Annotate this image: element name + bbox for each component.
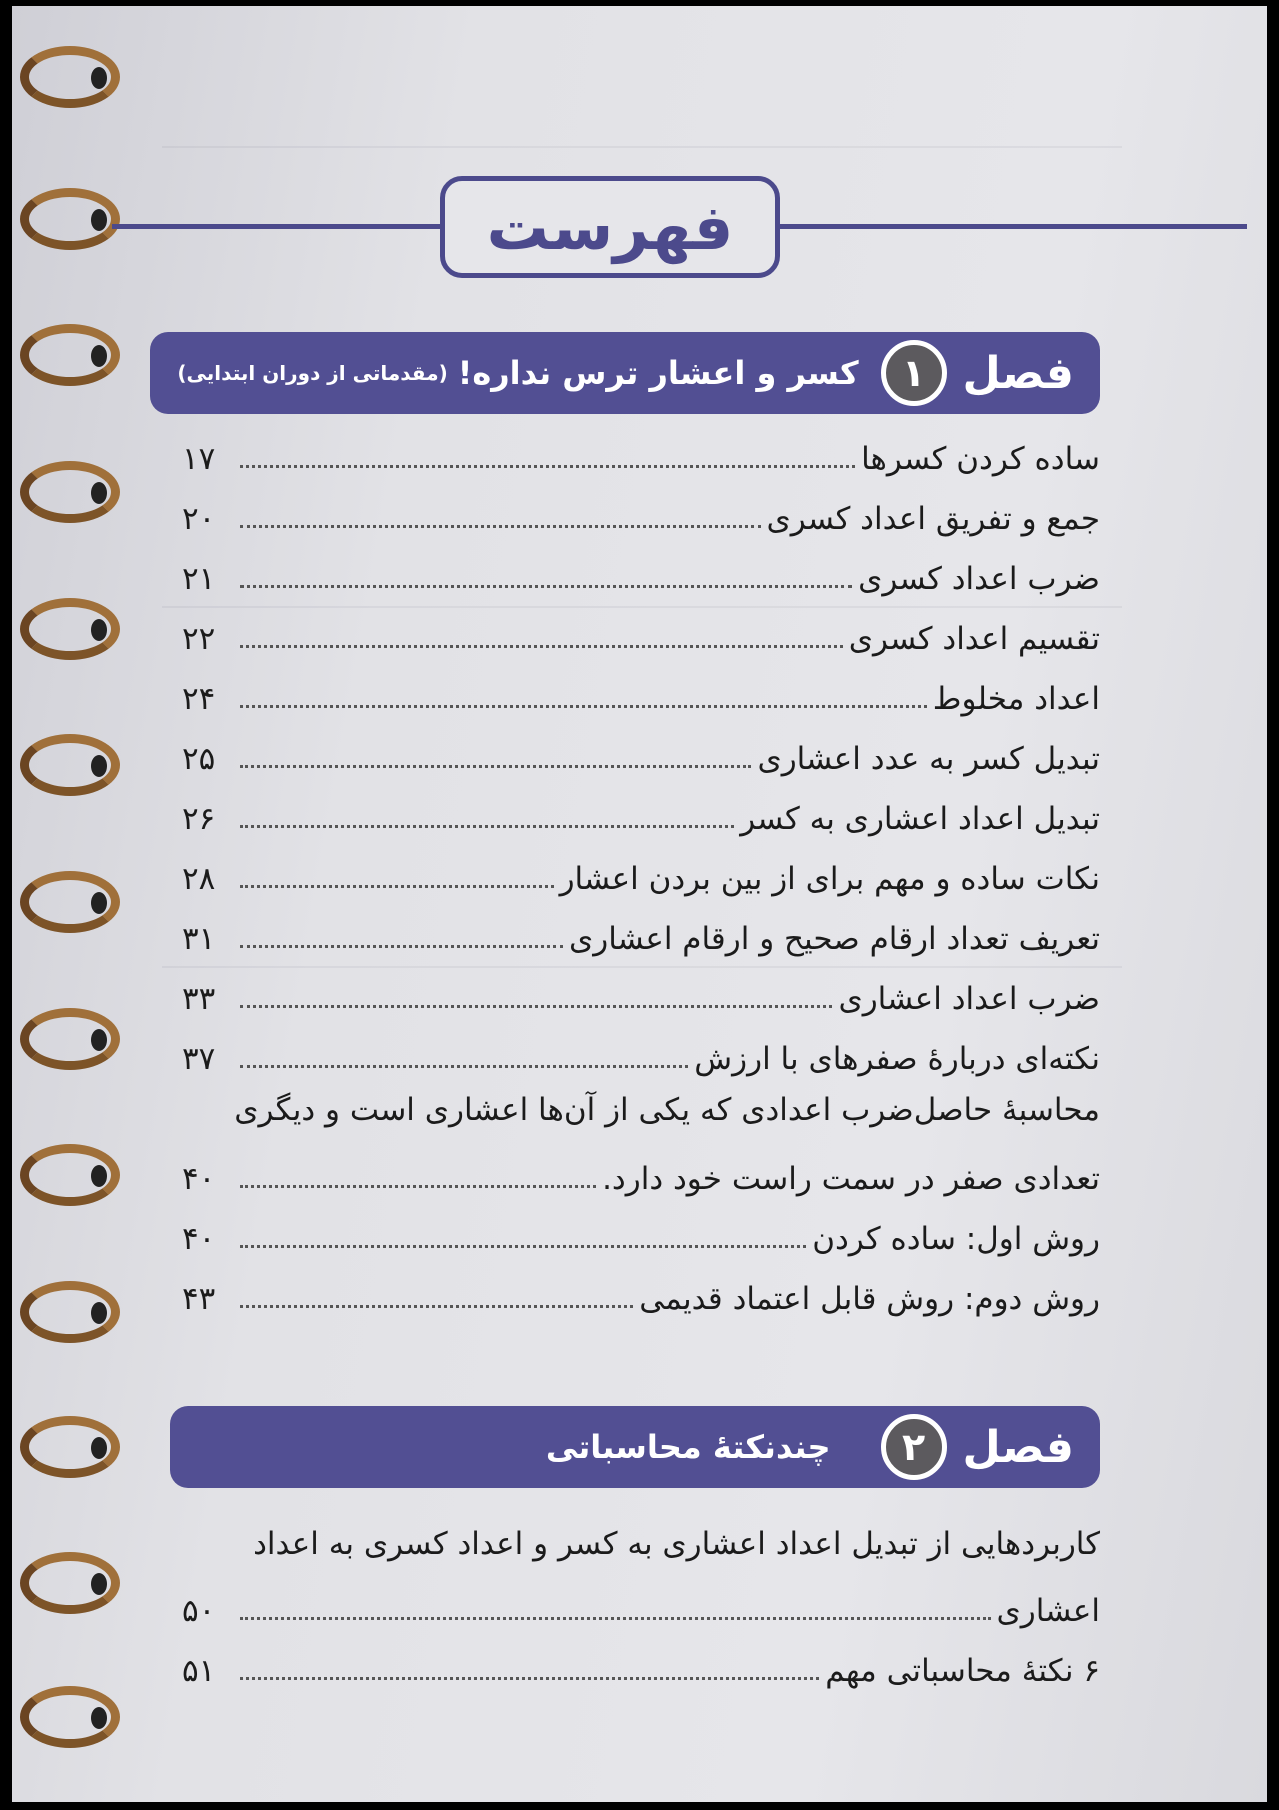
toc-entry[interactable]	[182, 722, 1100, 778]
toc-page-number: ۲۸	[182, 860, 216, 897]
toc-page-number: ۲۰	[182, 500, 216, 537]
leader-dots	[240, 1184, 596, 1188]
spiral-ring	[20, 1686, 120, 1748]
chapter-2-banner	[170, 1406, 1100, 1488]
leader-dots	[240, 1676, 819, 1680]
chapter-1-banner	[150, 332, 1100, 414]
leader-dots	[240, 1616, 991, 1620]
leader-dots	[240, 1304, 633, 1308]
toc-page-number: ۲۲	[182, 620, 216, 657]
toc-page-number: ۵۰	[182, 1592, 216, 1629]
toc-entry[interactable]	[182, 422, 1100, 478]
toc-entry-title: تعدادی صفر در سمت راست خود دارد.	[602, 1160, 1100, 1197]
bleed-through	[162, 146, 1122, 148]
leader-dots	[240, 824, 734, 828]
spiral-ring	[20, 1144, 120, 1206]
leader-dots	[240, 464, 855, 468]
toc-entry-title: نکته‌ای دربارهٔ صفرهای با ارزش	[694, 1040, 1100, 1077]
chapter-label: فصل	[962, 347, 1074, 399]
toc-page-number: ۲۱	[182, 560, 216, 597]
toc-page-number: ۴۳	[182, 1280, 216, 1317]
chapter-title: کسر و اعشار ترس نداره!	[457, 354, 859, 392]
toc-page-number: ۲۴	[182, 680, 216, 717]
toc-entry-title: ۶ نکتهٔ محاسباتی مهم	[825, 1652, 1100, 1689]
toc-entry-title: ضرب اعداد اعشاری	[838, 980, 1100, 1017]
chapter-title: چندنکتهٔ محاسباتی	[545, 1428, 831, 1466]
spiral-ring	[20, 1416, 120, 1478]
toc-entry[interactable]	[182, 902, 1100, 958]
spiral-ring	[20, 324, 120, 386]
toc-entry[interactable]	[182, 482, 1100, 538]
toc-page-number: ۲۵	[182, 740, 216, 777]
toc-entry-title: تعریف تعداد ارقام صحیح و ارقام اعشاری	[569, 920, 1100, 957]
toc-entry[interactable]	[182, 842, 1100, 898]
leader-dots	[240, 764, 751, 768]
leader-dots	[240, 944, 563, 948]
spiral-ring	[20, 734, 120, 796]
spiral-ring	[20, 871, 120, 933]
toc-entry[interactable]	[182, 1202, 1100, 1258]
chapter-number-badge: ۲	[881, 1414, 947, 1480]
toc-entry-title: تقسیم اعداد کسری	[848, 620, 1100, 657]
spiral-ring	[20, 46, 120, 108]
toc-page-number: ۲۶	[182, 800, 216, 837]
page-title: فهرست	[486, 190, 734, 264]
spiral-ring	[20, 1008, 120, 1070]
toc-entry-line-1[interactable]: محاسبهٔ حاصل‌ضرب اعدادی که یکی از آن‌ها اعشاری است و دیگری	[234, 1092, 1100, 1128]
toc-page-number: ۴۰	[182, 1220, 216, 1257]
toc-entry-title: نکات ساده و مهم برای از بین بردن اعشار	[559, 860, 1100, 897]
leader-dots	[240, 1064, 688, 1068]
leader-dots	[240, 884, 554, 888]
toc-entry[interactable]	[182, 542, 1100, 598]
toc-page-number: ۳۳	[182, 980, 216, 1017]
leader-dots	[240, 1244, 806, 1248]
chapter-number-badge: ۱	[881, 340, 947, 406]
spiral-ring	[20, 1552, 120, 1614]
toc-entry[interactable]	[182, 782, 1100, 838]
leader-dots	[240, 584, 852, 588]
toc-entry-title: اعشاری	[996, 1592, 1100, 1629]
toc-entry-title: جمع و تفریق اعداد کسری	[766, 500, 1100, 537]
leader-dots	[240, 524, 761, 528]
toc-page-number: ۳۷	[182, 1040, 216, 1077]
title-frame	[440, 176, 780, 278]
toc-entry-title: ضرب اعداد کسری	[858, 560, 1100, 597]
toc-entry-title: روش اول: ساده کردن	[812, 1220, 1100, 1257]
spiral-ring	[20, 1281, 120, 1343]
toc-entry[interactable]	[182, 602, 1100, 658]
spiral-binding	[12, 6, 132, 1802]
toc-entry-line-1[interactable]: کاربردهایی از تبدیل اعداد اعشاری به کسر و اعداد کسری به اعداد	[253, 1526, 1100, 1562]
toc-entry[interactable]	[182, 1142, 1100, 1198]
toc-entry-title: روش دوم: روش قابل اعتماد قدیمی	[639, 1280, 1100, 1317]
toc-entry[interactable]	[182, 1634, 1100, 1690]
toc-entry-title: ساده کردن کسرها	[861, 440, 1100, 477]
toc-entry-title: اعداد مخلوط	[932, 680, 1100, 717]
toc-page-number: ۵۱	[182, 1652, 216, 1689]
toc-entry[interactable]	[182, 962, 1100, 1018]
spiral-ring	[20, 461, 120, 523]
spiral-ring	[20, 598, 120, 660]
toc-entry[interactable]	[182, 662, 1100, 718]
leader-dots	[240, 1004, 832, 1008]
toc-page-number: ۱۷	[182, 440, 216, 477]
book-page	[12, 6, 1267, 1802]
toc-page-number: ۴۰	[182, 1160, 216, 1197]
toc-page-number: ۳۱	[182, 920, 216, 957]
chapter-subtitle: (مقدماتی از دوران ابتدایی)	[177, 361, 448, 385]
toc-entry[interactable]	[182, 1574, 1100, 1630]
chapter-label: فصل	[962, 1421, 1074, 1473]
spiral-ring	[20, 188, 120, 250]
leader-dots	[240, 644, 843, 648]
toc-entry-title: تبدیل اعداد اعشاری به کسر	[740, 800, 1100, 837]
toc-entry-title: تبدیل کسر به عدد اعشاری	[757, 740, 1100, 777]
toc-entry[interactable]	[182, 1022, 1100, 1078]
leader-dots	[240, 704, 927, 708]
toc-entry[interactable]	[182, 1262, 1100, 1318]
